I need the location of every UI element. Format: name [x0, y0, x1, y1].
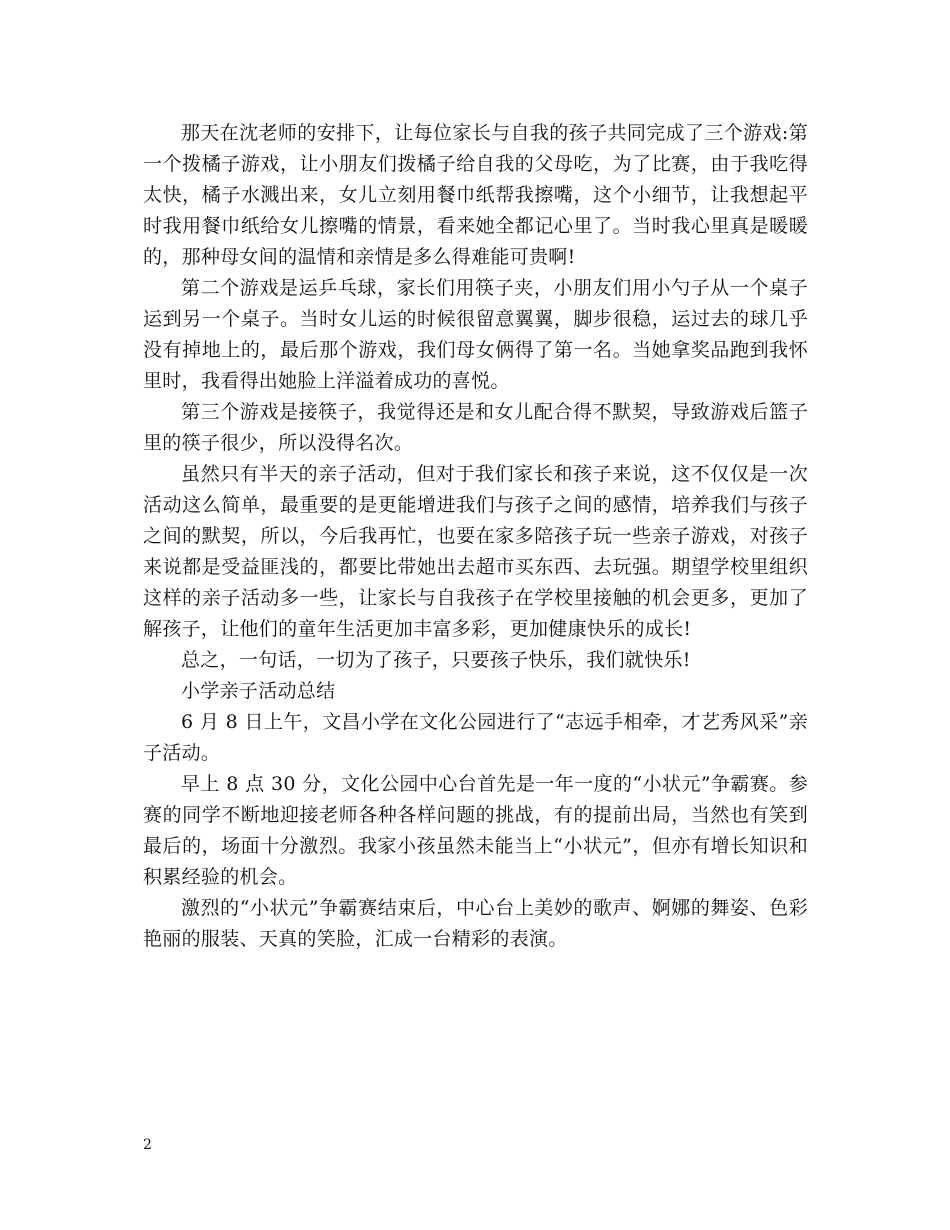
paragraph-9: 激烈的“小状元”争霸赛结束后，中心台上美妙的歌声、婀娜的舞姿、色彩艳丽的服装、天真的笑脸，汇成一台精彩的表演。: [143, 897, 808, 950]
section-heading: 小学亲子活动总结: [181, 680, 336, 702]
paragraph-3: 第三个游戏是接筷子，我觉得还是和女儿配合得不默契，导致游戏后篮子里的筷子很少，所以没得名次。: [143, 401, 808, 454]
document-body: [143, 118, 808, 955]
paragraph-2: 第二个游戏是运乒乓球，家长们用筷子夹，小朋友们用小勺子从一个桌子运到另一个桌子。当时女儿运的时候很留意翼翼，脚步很稳，运过去的球几乎没有掉地上的，最后那个游戏，我们母女俩得了第一名。当她拿奖品跑到我怀里时，我看得出她脸上洋溢着成功的喜悦。: [143, 277, 808, 392]
page-number: 2: [143, 1137, 152, 1153]
paragraph-8: 早上 8 点 30 分，文化公园中心台首先是一年一度的“小状元”争霸赛。参赛的同学不断地迎接老师各种各样问题的挑战，有的提前出局，当然也有笑到最后的，场面十分激烈。我家小孩虽然未能当上“小状元”，但亦有增长知识和积累经验的机会。: [143, 773, 808, 888]
paragraph-4: 虽然只有半天的亲子活动，但对于我们家长和孩子来说，这不仅仅是一次活动这么简单，最重要的是更能增进我们与孩子之间的感情，培养我们与孩子之间的默契，所以，今后我再忙，也要在家多陪孩子玩一些亲子游戏，对孩子来说都是受益匪浅的，都要比带她出去超市买东西、去玩强。期望学校里组织这样的亲子活动多一些，让家长与自我孩子在学校里接触的机会更多，更加了解孩子，让他们的童年生活更加丰富多彩，更加健康快乐的成长!: [143, 463, 808, 640]
paragraph-5: 总之，一句话，一切为了孩子，只要孩子快乐，我们就快乐!: [181, 649, 691, 671]
paragraph-1: 那天在沈老师的安排下，让每位家长与自我的孩子共同完成了三个游戏:第一个拨橘子游戏，让小朋友们拨橘子给自我的父母吃，为了比赛，由于我吃得太快，橘子水溅出来，女儿立刻用餐巾纸帮我擦嘴，这个小细节，让我想起平时我用餐巾纸给女儿擦嘴的情景，看来她全都记心里了。当时我心里真是暖暖的，那种母女间的温情和亲情是多么得难能可贵啊!: [143, 122, 808, 268]
paragraph-7: 6 月 8 日上午，文昌小学在文化公园进行了“志远手相牵，才艺秀风采”亲子活动。: [143, 711, 808, 764]
